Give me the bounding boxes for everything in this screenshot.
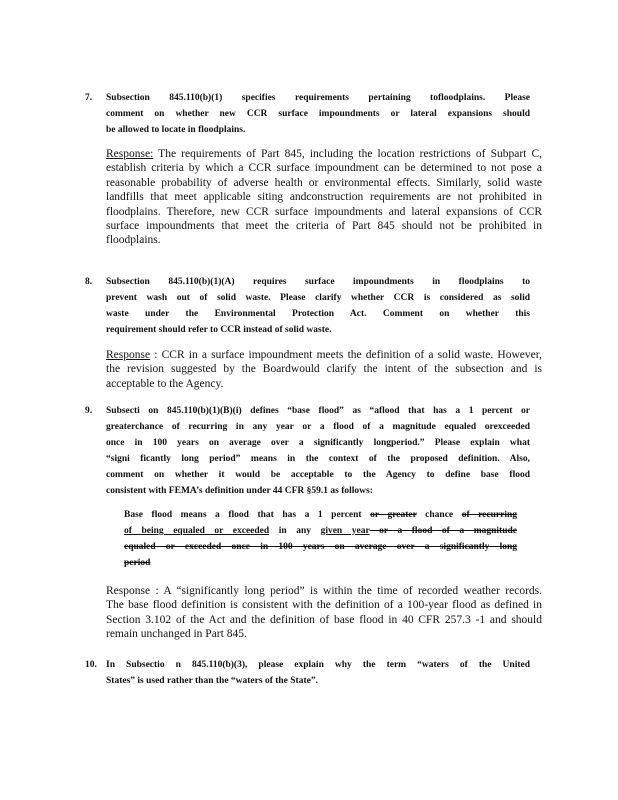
response-line: acceptable to the Agency. — [106, 377, 224, 390]
question-line: consistent with FEMA’s definition under 44 CFR §59.1 as follows: — [106, 486, 373, 496]
question-line: Subsection 845.110(b)(1) specifies requirements pertaining tofloodplains. Please — [106, 93, 530, 103]
question-line: requirement should refer to CCR instead of solid waste. — [106, 325, 332, 335]
question-line: “signi ficantly long period” means in the context of the proposed definition. Also, — [106, 454, 530, 464]
definition-line: Base flood means a flood that has a 1 percent or greater chance of recurring — [124, 510, 517, 520]
response-line: surface impoundments that meet the criteria of Part 845 should not be prohibited in — [106, 219, 542, 232]
response-line: The base flood definition is consistent with the definition of a 100-year flood as defined in — [106, 599, 542, 612]
deleted-text: or greater — [370, 510, 417, 520]
question-line: Subsection 845.110(b)(1)(A) requires surface impoundments in floodplains to — [106, 277, 530, 287]
response-line: Response : A “significantly long period” is within the time of recorded weather records. — [106, 585, 542, 597]
response-line: reasonable probability of adverse health or environmental effects. Similarly, solid waste — [106, 176, 542, 189]
question-number: 9. — [85, 406, 93, 416]
response-line: the revision suggested by the Boardwould clarify the intent of the subsection and is — [106, 363, 542, 376]
question-text — [106, 274, 530, 338]
response-8 — [106, 348, 542, 391]
question-text — [106, 657, 530, 689]
inserted-text: given year — [320, 526, 370, 536]
question-number: 8. — [85, 277, 93, 287]
response-line: floodplains. — [106, 234, 161, 247]
response-line: Section 3.102 of the Act and the definition of base flood in 40 CFR 257.3 -1 and should — [106, 613, 542, 626]
question-text — [106, 90, 530, 138]
question-text — [106, 403, 530, 499]
response-label: Response — [106, 349, 151, 361]
question-line: greaterchance of recurring in any year or a flood of a magnitude equaled orexceeded — [106, 422, 530, 432]
question-line: Subsecti on 845.110(b)(1)(B)(i) defines “base flood” as “aflood that has a 1 percent or — [106, 406, 530, 416]
deleted-text: of recurring — [461, 510, 517, 520]
definition-line: equaled or exceeded once in 100 years on average over a significantly long — [124, 542, 517, 552]
response-line: landfills that meet applicable siting andconstruction requirements are not prohibited in — [106, 191, 542, 204]
question-line: once in 100 years on average over a significantly longperiod.” Please explain what — [106, 438, 530, 448]
question-line: comment on whether new CCR surface impoundments or lateral expansions should — [106, 109, 530, 119]
question-line: waste under the Environmental Protection Act. Comment on whether this — [106, 309, 530, 319]
question-line: be allowed to locate in floodplains. — [106, 125, 246, 135]
response-7 — [106, 147, 542, 248]
response-line: Response : CCR in a surface impoundment meets the definition of a solid waste. However, — [106, 349, 542, 361]
definition-line: period — [124, 558, 151, 568]
deleted-text: or a flood of a magnitude — [369, 526, 517, 536]
response-9 — [106, 584, 542, 642]
response-line: remain unchanged in Part 845. — [106, 628, 247, 641]
question-number: 10. — [85, 660, 97, 670]
question-number: 7. — [85, 93, 93, 103]
proposed-definition — [124, 507, 517, 571]
response-line: Response: The requirements of Part 845, including the location restrictions of Subpart C, — [106, 148, 542, 160]
question-line: prevent wash out of solid waste. Please clarify whether CCR is considered as solid — [106, 293, 530, 303]
question-line: States” is used rather than the “waters of the State”. — [106, 676, 318, 686]
response-label: Response: — [106, 148, 154, 160]
response-line: floodplains. Therefore, new CCR surface impoundments and lateral expansions of CCR — [106, 205, 542, 218]
question-line: In Subsectio n 845.110(b)(3), please explain why the term “waters of the United — [106, 660, 530, 670]
definition-line: of being equaled or exceeded in any given year or a flood of a magnitude — [124, 526, 517, 536]
response-line: establish criteria by which a CCR surface impoundment can be determined to not pose a — [106, 162, 542, 175]
inserted-text: of being equaled or exceeded — [124, 526, 270, 536]
question-line: comment on whether it would be acceptable to the Agency to define base flood — [106, 470, 530, 480]
